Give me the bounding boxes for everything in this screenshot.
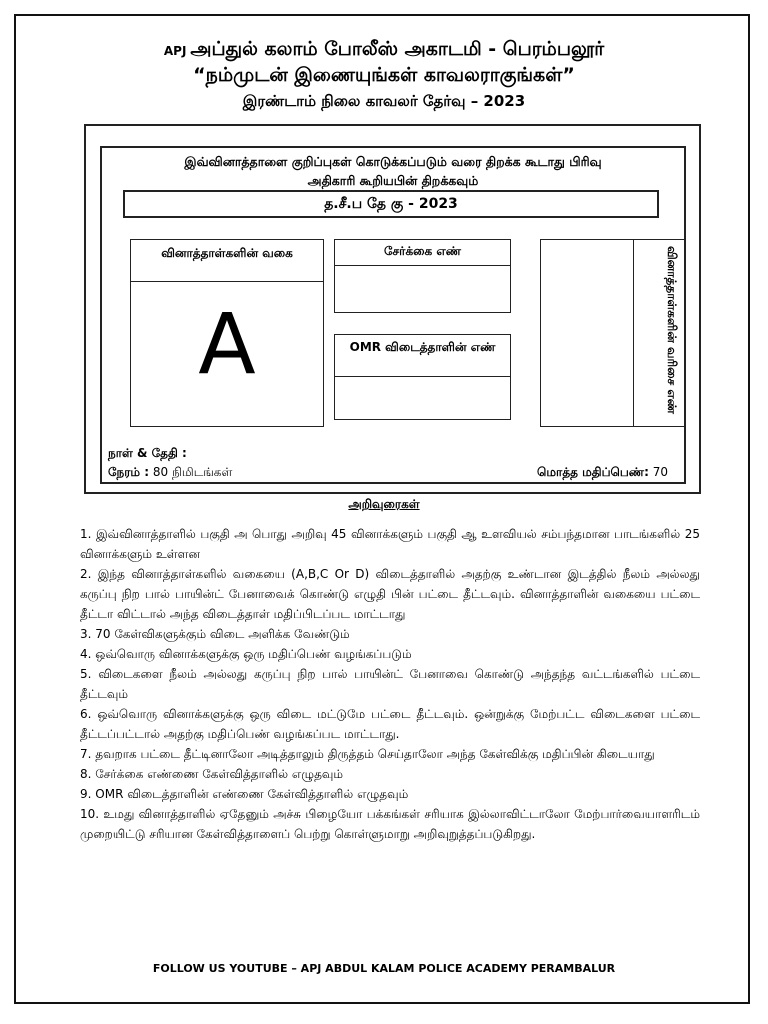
omr-number-label: OMR விடைத்தாளின் எண் bbox=[335, 335, 510, 377]
opening-notice bbox=[100, 152, 686, 190]
paper-type-box bbox=[130, 239, 324, 427]
total-marks-value: 70 bbox=[652, 465, 668, 479]
serial-number-label: வினாத்தாள்களின் வரிசை எண் bbox=[665, 246, 679, 414]
instruction-item: 3. 70 கேள்விகளுக்கும் விடை அளிக்க வேண்டும் bbox=[80, 627, 350, 641]
instruction-item: 10. உமது வினாத்தாளில் ஏதேனும் அச்சு பிழையோ பக்கங்கள் சரியாக இல்லாவிட்டாலோ மேற்பார்வையாளரிடம் முறையிட்டு சரியான கேள்வித்தாளைப் பெற்று கொள்ளுமாறு அறிவுறுத்தப்படுகிறது. bbox=[80, 807, 700, 841]
total-marks-row bbox=[537, 465, 668, 481]
instruction-item: 9. OMR விடைத்தாளின் எண்ணை கேள்வித்தாளில் எழுதவும் bbox=[80, 787, 409, 801]
serial-number-box bbox=[540, 239, 685, 427]
institute-prefix: APJ bbox=[163, 44, 187, 58]
register-number-label: சேர்க்கை எண் bbox=[335, 240, 510, 266]
instruction-item: 1. இவ்வினாத்தாளில் பகுதி அ பொது அறிவு 45 வினாக்களும் பகுதி ஆ உளவியல் சம்பந்தமான பாடங்களில் 25 வினாக்களும் உள்ளன bbox=[80, 527, 700, 561]
notice-line-1: இவ்வினாத்தாளை குறிப்புகள் கொடுக்கப்படும் வரை திறக்க கூடாது பிரிவு bbox=[184, 154, 602, 169]
time-label: நேரம் : bbox=[108, 465, 150, 479]
serial-divider bbox=[633, 240, 634, 426]
date-label: நாள் & தேதி : bbox=[108, 446, 187, 460]
time-value: 80 நிமிடங்கள் bbox=[152, 465, 233, 479]
instruction-item: 8. சேர்க்கை எண்ணை கேள்வித்தாளில் எழுதவும் bbox=[80, 767, 344, 781]
paper-type-letter: A bbox=[198, 295, 256, 393]
slogan: “நம்முடன் இணையுங்கள் காவலராகுங்கள்” bbox=[193, 64, 575, 86]
register-number-box bbox=[334, 239, 511, 313]
paper-type-label: வினாத்தாள்களின் வகை bbox=[131, 240, 323, 282]
exam-title: இரண்டாம் நிலை காவலர் தேர்வு – 2023 bbox=[242, 92, 526, 110]
time-row bbox=[108, 465, 232, 481]
institute-heading bbox=[0, 38, 768, 63]
omr-number-box bbox=[334, 334, 511, 420]
instruction-item: 4. ஒவ்வொரு வினாக்களுக்கு ஒரு மதிப்பெண் வழங்கப்படும் bbox=[80, 647, 412, 661]
institute-name: அப்துல் கலாம் போலீஸ் அகாடமி - பெரம்பலூர் bbox=[190, 38, 605, 60]
notice-line-2: அதிகாரி கூறியபின் திறக்கவும் bbox=[307, 173, 479, 188]
instruction-item: 7. தவறாக பட்டை தீட்டினாலோ அடித்தாலும் திருத்தம் செய்தாலோ அந்த கேள்விக்கு மதிப்பின் கிடையாது bbox=[80, 747, 655, 761]
instructions-list bbox=[80, 524, 700, 844]
instruction-item: 2. இந்த வினாத்தாள்களில் வகையை (A,B,C Or D) விடைத்தாளில் அதற்கு உண்டான இடத்தில் நீலம் அல்லது கருப்பு நிற பால் பாயின்ட் பேனாவைக் கொண்டு எழுதி பின் பட்டை தீட்டவும். வினாத்தாளின் வகையை பட்டை தீட்டா விட்டால் அந்த விடைத்தாள் மதிப்பிடப்பட மாட்டாது bbox=[80, 567, 700, 621]
footer-text: FOLLOW US YOUTUBE – APJ ABDUL KALAM POLICE ACADEMY PERAMBALUR bbox=[152, 962, 616, 975]
instructions-title: அறிவுரைகள் bbox=[348, 497, 420, 511]
subject-box: த.சீ.ப தே கு - 2023 bbox=[123, 190, 659, 218]
instruction-item: 6. ஒவ்வொரு வினாக்களுக்கு ஒரு விடை மட்டுமே பட்டை தீட்டவும். ஒன்றுக்கு மேற்பட்ட விடைகளை பட்டை தீட்டப்பட்டால் அதற்கு மதிப்பெண் வழங்கப்பட மாட்டாது. bbox=[80, 707, 700, 741]
instruction-item: 5. விடைகளை நீலம் அல்லது கருப்பு நிற பால் பாயின்ட் பேனாவை கொண்டு அந்தந்த வட்டங்களில் பட்டை தீட்டவும் bbox=[80, 667, 700, 701]
total-marks-label: மொத்த மதிப்பெண்: bbox=[537, 465, 649, 479]
